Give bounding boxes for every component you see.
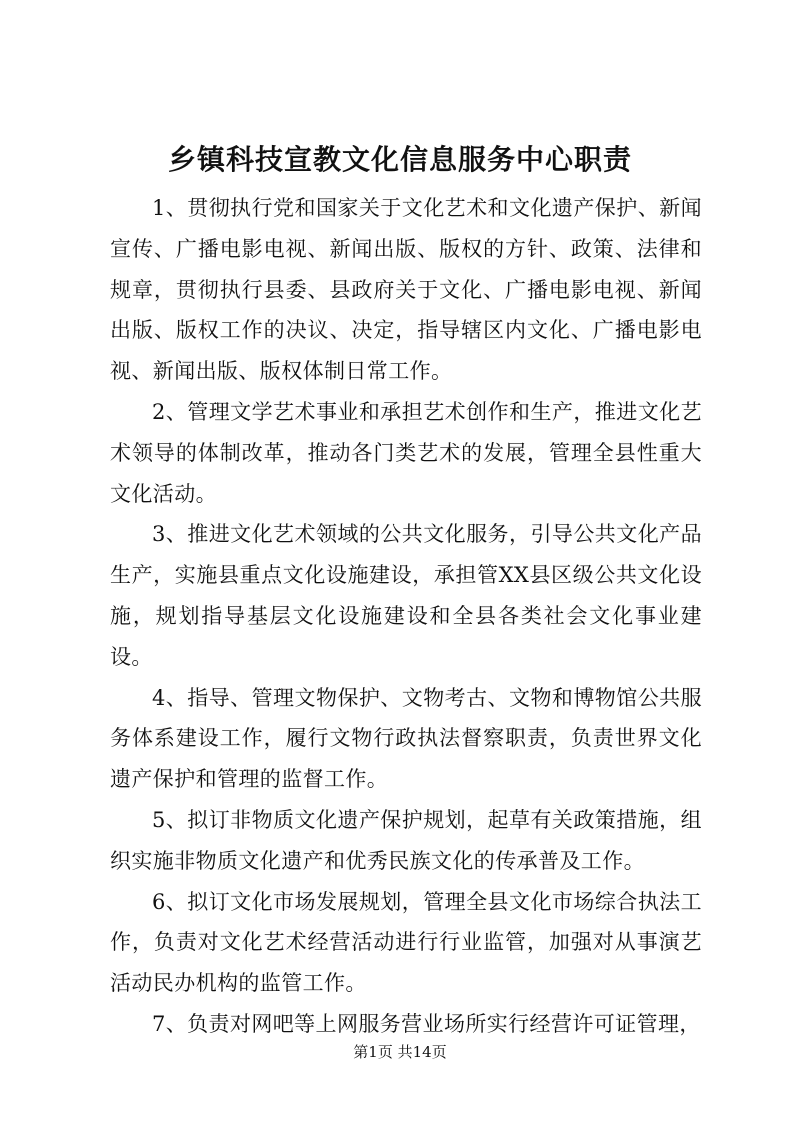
page-number-label: 第1页 共14页 xyxy=(353,1043,447,1061)
paragraph-5: 5、拟订非物质文化遗产保护规划，起草有关政策措施，组织实施非物质文化遗产和优秀民族文化的传承普及工作。 xyxy=(110,807,702,873)
document-title: 乡镇科技宣教文化信息服务中心职责 xyxy=(167,143,632,176)
document-body xyxy=(110,188,702,1045)
page-footer xyxy=(0,1042,800,1062)
paragraph-3: 3、推进文化艺术领域的公共文化服务，引导公共文化产品生产，实施县重点文化设施建设，承担管XX县区级公共文化设施，规划指导基层文化设施建设和全县各类社会文化事业建设。 xyxy=(110,522,702,669)
paragraph-4: 4、指导、管理文物保护、文物考古、文物和博物馆公共服务体系建设工作，履行文物行政执法督察职责，负责世界文化遗产保护和管理的监督工作。 xyxy=(110,685,702,792)
paragraph-2: 2、管理文学艺术事业和承担艺术创作和生产，推进文化艺术领导的体制改革，推动各门类艺术的发展，管理全县性重大文化活动。 xyxy=(110,399,702,506)
paragraph-1: 1、贯彻执行党和国家关于文化艺术和文化遗产保护、新闻宣传、广播电影电视、新闻出版、版权的方针、政策、法律和规章，贯彻执行县委、县政府关于文化、广播电影电视、新闻出版、版权工作的决议、决定，指导辖区内文化、广播电影电视、新闻出版、版权体制日常工作。 xyxy=(110,196,702,384)
paragraph-6: 6、拟订文化市场发展规划，管理全县文化市场综合执法工作，负责对文化艺术经营活动进行行业监管，加强对从事演艺活动民办机构的监管工作。 xyxy=(110,889,702,996)
paragraph-7: 7、负责对网吧等上网服务营业场所实行经营许可证管理， xyxy=(152,1011,701,1036)
